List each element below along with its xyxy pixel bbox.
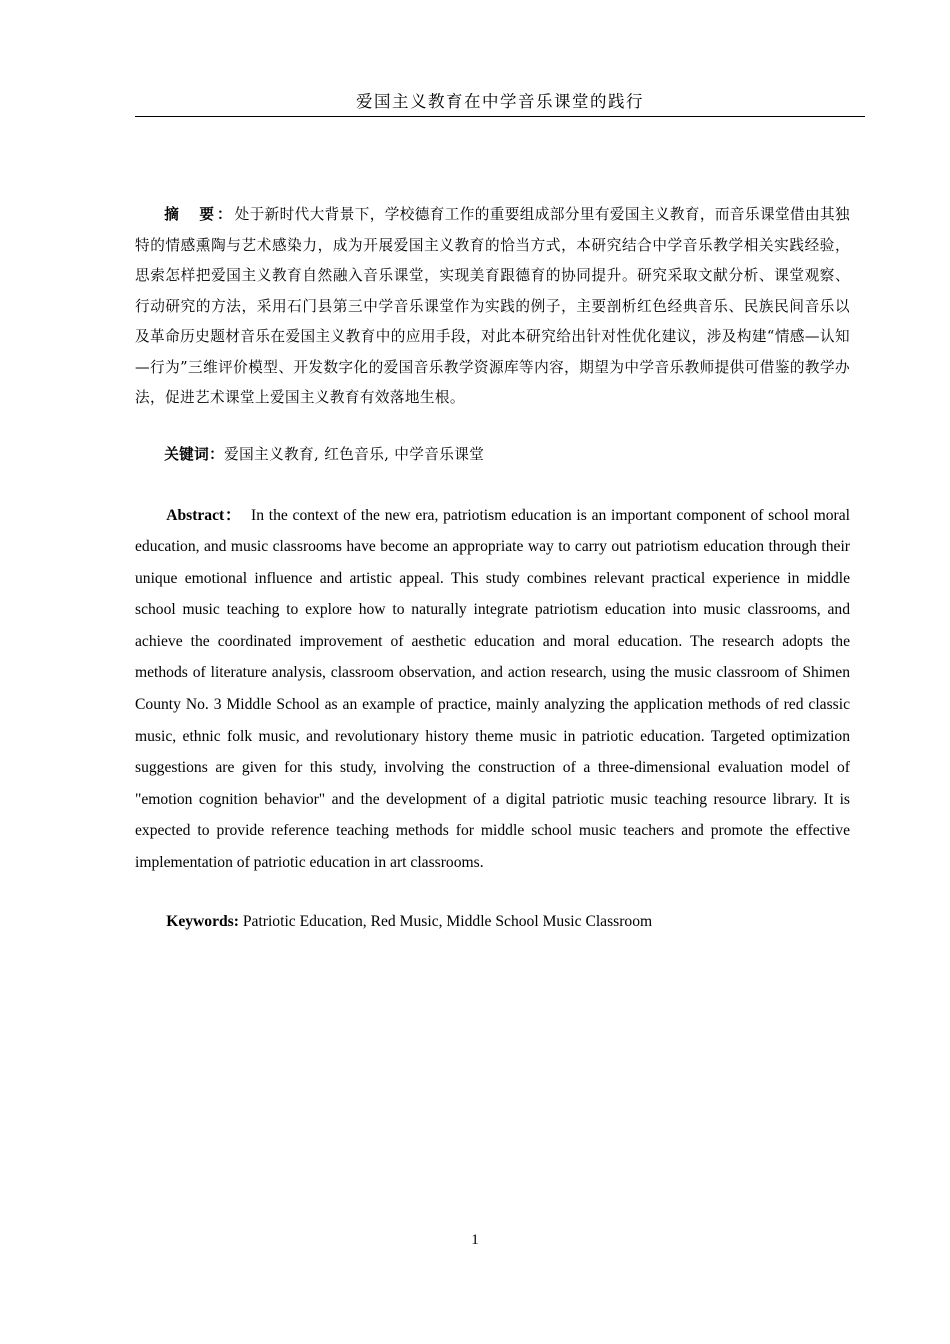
english-keywords-text: Patriotic Education, Red Music, Middle School Music Classroom xyxy=(242,912,653,930)
page-header-title: 爱国主义教育在中学音乐课堂的践行 xyxy=(356,92,644,111)
chinese-abstract-label: 摘 要： xyxy=(164,206,235,223)
chinese-keywords-label: 关键词： xyxy=(164,445,225,463)
english-abstract-text: In the context of the new era, patriotism education is an important component of school moral education, and music classrooms have become an appropriate way to carry out patriotism education through their unique emotional influence and artistic appeal. This study combines relevant practical experience in middle school music teaching to explore how to naturally integrate patriotism education into music classrooms, and achieve the coordinated improvement of aesthetic education and moral education. The research adopts the methods of literature analysis, classroom observation, and action research, using the music classroom of Shimen County No. 3 Middle School as an example of practice, mainly analyzing the application methods of red classic music, ethnic folk music, and revolutionary history theme music in patriotic education. Targeted optimization suggestions are given for this study, involving the construction of a three-dimensional evaluation model of "emotion cognition behavior" and the development of a digital patriotic music teaching resource library. It is expected to provide reference teaching methods for middle school music teachers and promote the effective implementation of patriotic education in art classrooms. xyxy=(135,506,851,872)
chinese-abstract-paragraph xyxy=(135,200,850,414)
document-body xyxy=(135,200,850,937)
page-number: 1 xyxy=(471,1232,479,1248)
chinese-keywords-text: 爱国主义教育, 红色音乐, 中学音乐课堂 xyxy=(224,445,485,463)
chinese-abstract-text: 处于新时代大背景下，学校德育工作的重要组成部分里有爱国主义教育，而音乐课堂借由其独特的情感熏陶与艺术感染力，成为开展爱国主义教育的恰当方式，本研究结合中学音乐教学相关实践经验，思索怎样把爱国主义教育自然融入音乐课堂，实现美育跟德育的协同提升。研究采取文献分析、课堂观察、行动研究的方法，采用石门县第三中学音乐课堂作为实践的例子，主要剖析红色经典音乐、民族民间音乐以及革命历史题材音乐在爱国主义教育中的应用手段，对此本研究给出针对性优化建议，涉及构建“情感—认知—行为”三维评价模型、开发数字化的爱国音乐教学资源库等内容，期望为中学音乐教师提供可借鉴的教学办法，促进艺术课堂上爱国主义教育有效落地生根。 xyxy=(135,206,850,406)
header-divider xyxy=(135,116,865,117)
english-abstract-paragraph xyxy=(135,500,850,879)
english-keywords-label: Keywords: xyxy=(166,912,239,930)
english-keywords-paragraph xyxy=(135,907,850,937)
english-abstract-label: Abstract： xyxy=(166,506,242,524)
chinese-keywords-paragraph xyxy=(135,440,850,470)
